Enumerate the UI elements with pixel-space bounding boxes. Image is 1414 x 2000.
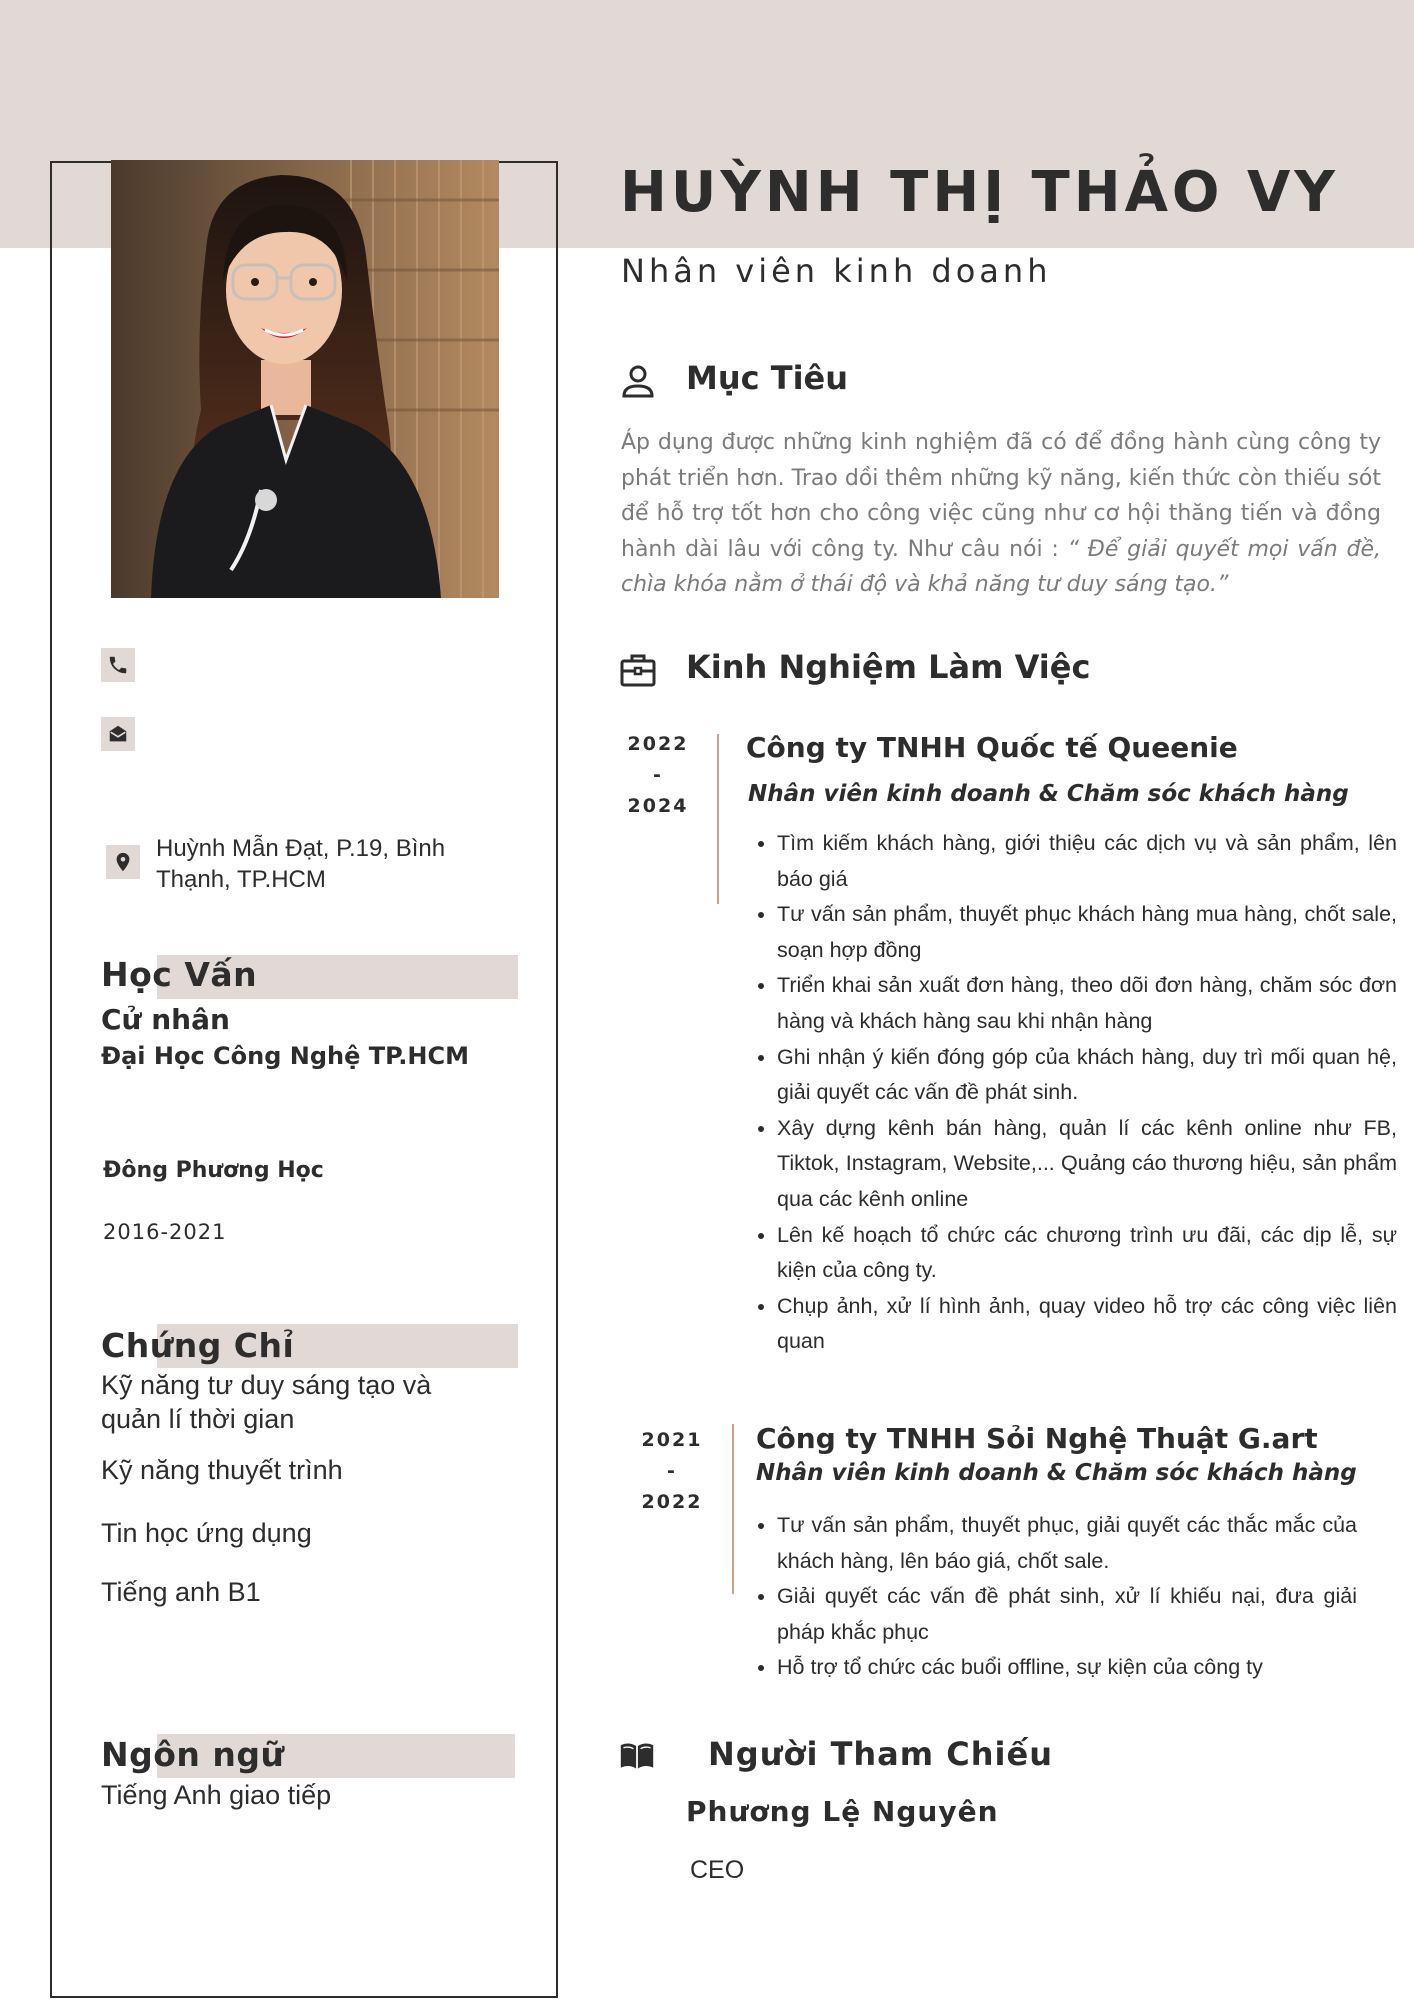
timeline-line — [717, 734, 719, 904]
phone-icon — [101, 648, 135, 682]
experience-title: Kinh Nghiệm Làm Việc — [686, 648, 1091, 686]
job-duties — [747, 826, 1397, 1360]
job-company: Công ty TNHH Quốc tế Queenie — [746, 731, 1238, 764]
duty-item: • Tìm kiếm khách hàng, giới thiệu các dịch vụ và sản phẩm, lên báo giá — [777, 826, 1397, 897]
reference-name: Phương Lệ Nguyên — [686, 1795, 999, 1828]
user-icon — [618, 362, 658, 402]
duty-item: • Chụp ảnh, xử lí hình ảnh, quay video hỗ trợ các công việc liên quan — [777, 1289, 1397, 1360]
objective-body: Áp dụng được những kinh nghiệm đã có để đồng hành cùng công ty phát triển hơn. Trao dồi thêm những kỹ năng, kiến thức còn thiếu sót để hỗ trợ tốt hơn cho công việc cũng như cơ hội thăng tiến và đồng hành dài lâu với công ty. Như câu nói : — [621, 430, 1381, 562]
job-year-end: 2024 — [627, 795, 689, 817]
duty-item: • Hỗ trợ tổ chức các buổi offline, sự kiện của công ty — [777, 1650, 1357, 1686]
duty-item: • Xây dựng kênh bán hàng, quản lí các kênh online như FB, Tiktok, Instagram, Website,... Quảng cáo thương hiệu, sản phẩm qua các kênh online — [777, 1111, 1397, 1218]
duty-item: • Ghi nhận ý kiến đóng góp của khách hàng, duy trì mối quan hệ, giải quyết các vấn đề phát sinh. — [777, 1040, 1397, 1111]
objective-quote: “ Để giải quyết mọi vấn đề, chìa khóa nằm ở thái độ và khả năng tư duy sáng tạo.” — [621, 536, 1381, 597]
address-line-2: Thạnh, TP.HCM — [156, 866, 326, 893]
envelope-icon — [101, 717, 135, 751]
education-years: 2016-2021 — [103, 1220, 227, 1244]
certificates-title: Chứng Chỉ — [101, 1326, 295, 1365]
duty-item: • Triển khai sản xuất đơn hàng, theo dõi đơn hàng, chăm sóc đơn hàng và khách hàng sau khi nhận hàng — [777, 968, 1397, 1039]
references-title: Người Tham Chiếu — [708, 1735, 1053, 1773]
timeline-line — [732, 1424, 734, 1594]
certificate-item: Tiếng anh B1 — [101, 1577, 261, 1607]
job-year-end: 2022 — [641, 1491, 703, 1513]
job-year-start: 2021 — [641, 1429, 703, 1451]
languages-title: Ngôn ngữ — [101, 1735, 285, 1774]
job-duties — [747, 1508, 1357, 1686]
candidate-role: Nhân viên kinh doanh — [621, 252, 1052, 290]
job-year-start: 2022 — [627, 733, 689, 755]
duty-item: • Lên kế hoạch tổ chức các chương trình ưu đãi, các dịp lễ, sự kiện của công ty. — [777, 1218, 1397, 1289]
language-value: Tiếng Anh giao tiếp — [101, 1780, 332, 1810]
briefcase-icon — [618, 650, 658, 690]
education-title: Học Vấn — [101, 955, 258, 994]
job-position: Nhân viên kinh doanh & Chăm sóc khách hàng — [748, 781, 1349, 807]
duty-item: • Tư vấn sản phẩm, thuyết phục, giải quyết các thắc mắc của khách hàng, lên báo giá, chốt sale. — [777, 1508, 1357, 1579]
reference-role: CEO — [690, 1856, 745, 1884]
job-year-dash: - — [667, 1460, 677, 1482]
certificate-item: Kỹ năng thuyết trình — [101, 1455, 343, 1485]
objective-text — [621, 425, 1381, 603]
education-school: Đại Học Công Nghệ TP.HCM — [101, 1042, 470, 1070]
location-pin-icon — [106, 845, 140, 879]
profile-photo — [111, 160, 499, 598]
certificate-item: Kỹ năng tư duy sáng tạo và — [101, 1370, 432, 1400]
certificate-item: quản lí thời gian — [101, 1404, 295, 1434]
duty-item: • Tư vấn sản phẩm, thuyết phục khách hàng mua hàng, chốt sale, soạn hợp đồng — [777, 897, 1397, 968]
education-major: Đông Phương Học — [103, 1158, 324, 1183]
objective-title: Mục Tiêu — [686, 359, 849, 397]
address-line-1: Huỳnh Mẫn Đạt, P.19, Bình — [156, 835, 446, 862]
education-degree: Cử nhân — [101, 1003, 230, 1036]
candidate-name: HUỲNH THỊ THẢO VY — [620, 160, 1339, 225]
job-year-dash: - — [653, 764, 663, 786]
duty-item: • Giải quyết các vấn đề phát sinh, xử lí khiếu nại, đưa giải pháp khắc phục — [777, 1579, 1357, 1650]
open-book-icon — [619, 1737, 655, 1773]
job-position: Nhân viên kinh doanh & Chăm sóc khách hàng — [756, 1460, 1357, 1486]
certificate-item: Tin học ứng dụng — [101, 1518, 312, 1548]
job-company: Công ty TNHH Sỏi Nghệ Thuật G.art — [756, 1422, 1318, 1455]
